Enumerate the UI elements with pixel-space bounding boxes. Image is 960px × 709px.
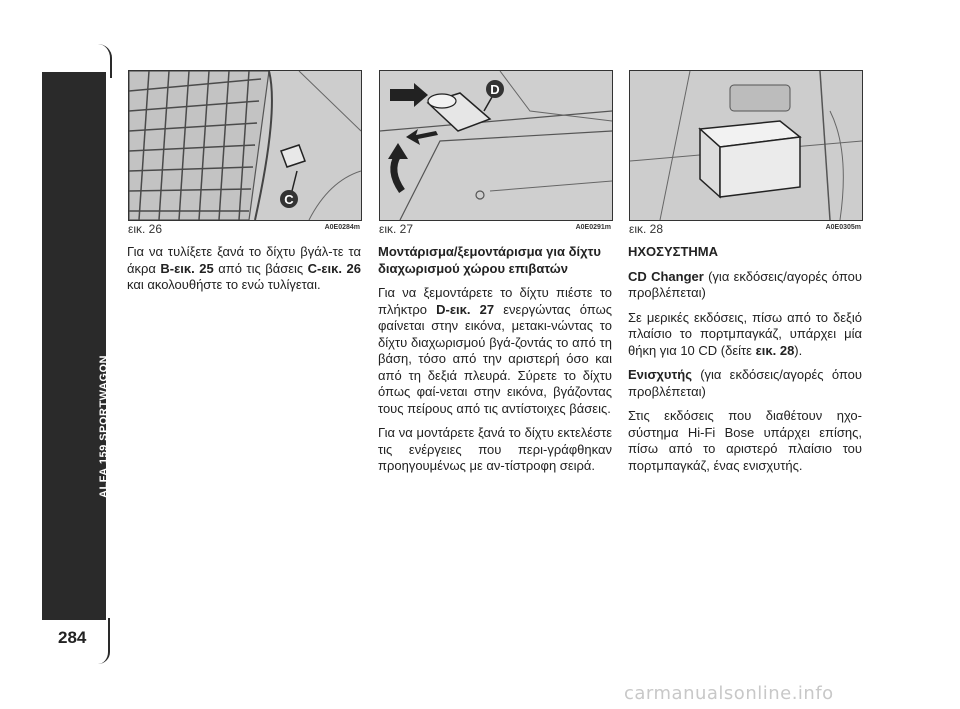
column-2 [378,244,612,483]
figure-27-callout: D [490,82,500,97]
figure-27-label: εικ. 27 [379,222,414,236]
col3-paragraph-1 [628,269,862,302]
page-number: 284 [58,628,87,647]
sidebar-top-tab [96,44,112,78]
text-run: Σε μερικές εκδόσεις, πίσω από το δεξιό πλαίσιο το πορτμπαγκάζ, υπάρχει μία θήκη για 10 CD (δείτε [628,309,862,358]
text-run: και ακολουθήστε το ενώ τυλίγεται. [127,277,321,292]
figure-ref: B-εικ. 25 [160,260,214,276]
page-number-bracket [96,618,110,664]
col1-paragraph [127,244,361,294]
figure-28-label: εικ. 28 [629,222,664,236]
figure-26-caption [128,222,360,236]
figure-27-image [379,70,613,221]
text-run: (για εκδόσεις/αγορές όπου προβλέπεται) [628,268,862,300]
col3-heading: ΗΧΟΣΥΣΤΗΜΑ [628,244,718,259]
figure-26-callout: C [284,192,294,207]
col3-paragraph-4: Στις εκδόσεις που διαθέτουν ηχο-σύστημα Hi-Fi Bose υπάρχει επίσης, πίσω από το αριστερό πλαίσιο του πορτμπαγκάζ, ένας ενισχυτής. [628,408,862,473]
col3-paragraph-3 [628,367,862,400]
figure-27-caption [379,222,611,236]
text-run: Για να ξεμοντάρετε το δίχτυ πιέστε το πλήκτρο [378,285,612,317]
figure-ref: εικ. 28 [755,342,795,358]
watermark-link[interactable]: carmanualsonline.info [624,683,834,704]
figure-26-code: A0E0284m [324,224,360,231]
figure-28-caption [629,222,861,236]
text-run: Για να τυλίξετε ξανά το δίχτυ βγάλ-τε τα άκρα [127,244,361,276]
cd-changer-box [700,121,800,197]
text-run: (για εκδόσεις/αγορές όπου προβλέπεται) [628,367,862,399]
column-1 [127,244,361,302]
text-run: από τις βάσεις [213,260,308,276]
col2-paragraph-2: Για να μοντάρετε ξανά το δίχτυ εκτελέστε τις ενέργειες που περι-γράφθηκαν προηγουμένως με αν-τίστροφη σειρά. [378,425,612,473]
section-term: CD Changer [628,268,704,284]
figure-28-image [629,70,863,221]
sidebar-model-label: ALFA 159 SPORTWAGON [98,355,110,498]
figure-27-code: A0E0291m [575,224,611,231]
column-3 [628,244,862,482]
col2-heading: Μοντάρισμα/ξεμοντάρισμα για δίχτυ διαχωρισμού χώρου επιβατών [378,244,601,276]
text-run: ). [794,342,803,358]
col2-paragraph-1 [378,285,612,417]
text-run: ενεργώντας όπως φαίνεται στην εικόνα, μετακι-νώντας το δίχτυ διαχωρισμού βγά-ζοντάς το από τη βάση, τόσο από την αριστερή όσο και από τη δεξιά πλευρά. Σύρετε το δίχτυ όπως φαί-νεται στην εικόνα, βγάζοντας τους πείρους από τις αντίστοιχες βάσεις. [378,301,612,416]
section-term: Ενισχυτής [628,367,692,382]
figure-ref: C-εικ. 26 [307,260,361,276]
col3-paragraph-2 [628,310,862,360]
figure-26-image [128,70,362,221]
sidebar-band [42,72,110,620]
figure-26-label: εικ. 26 [128,222,163,236]
figure-ref: D-εικ. 27 [436,301,495,317]
figure-28-code: A0E0305m [825,224,861,231]
